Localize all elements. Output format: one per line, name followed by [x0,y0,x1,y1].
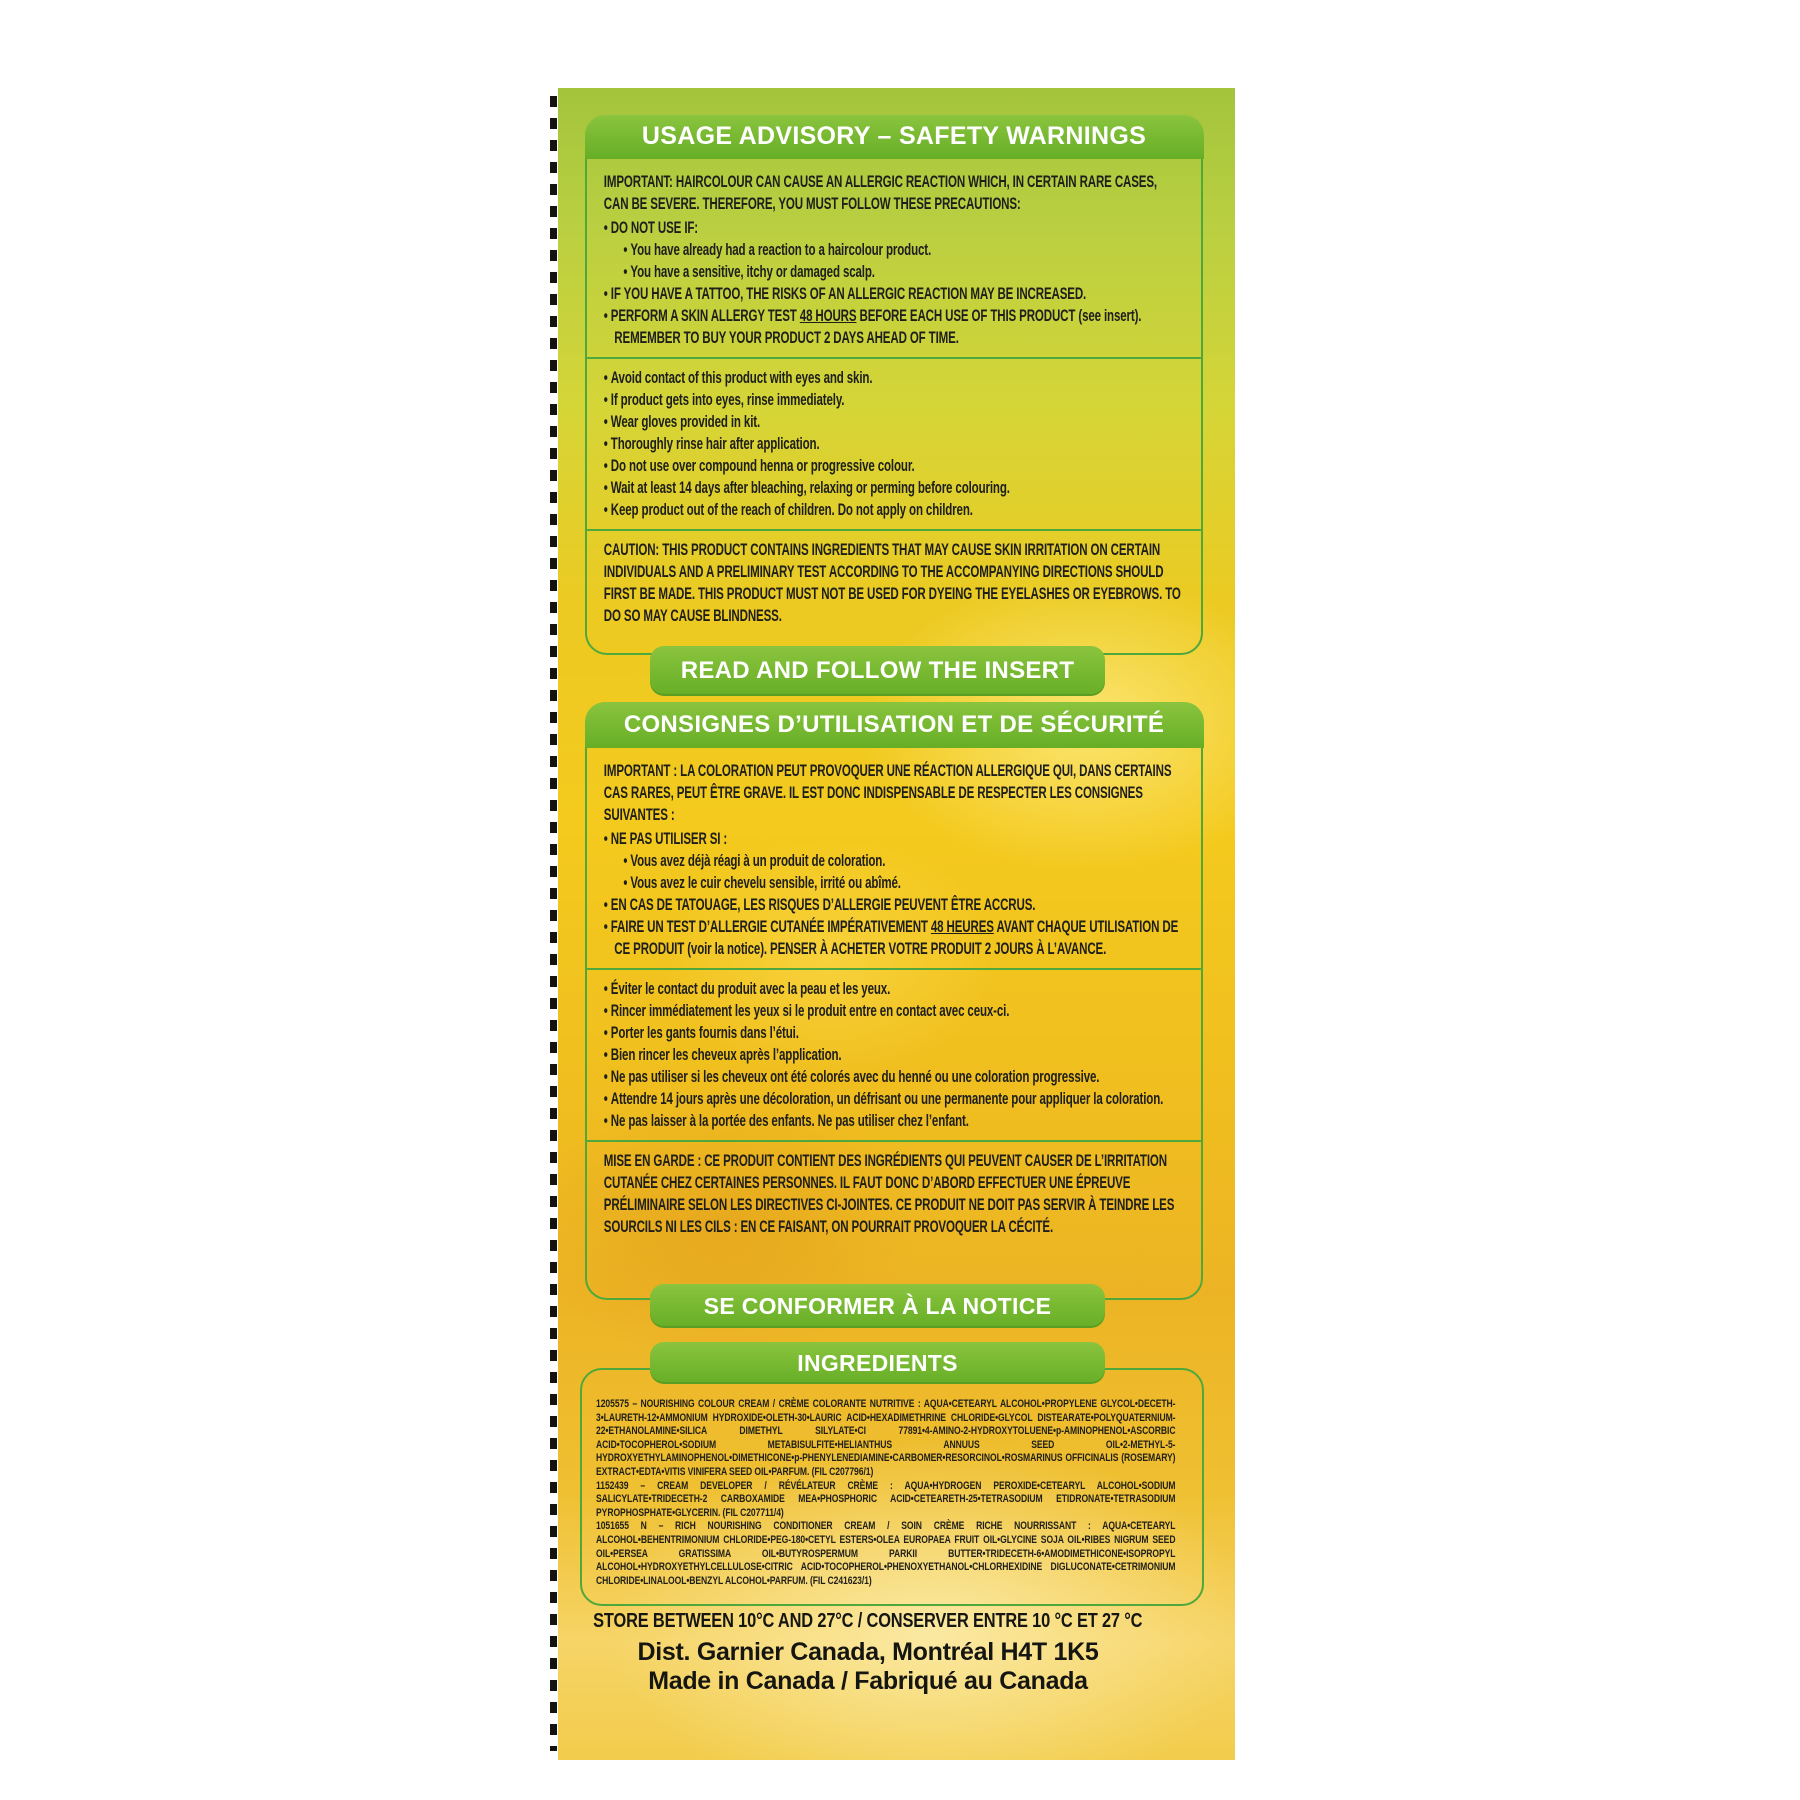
package-back-panel [558,88,1235,1760]
ingredients-text [582,1392,1202,1594]
section-divider [587,1140,1201,1142]
fr-safety-content [587,748,1201,1250]
se-conformer-banner-label: SE CONFORMER À LA NOTICE [703,1292,1052,1319]
bullet-text: Do not use over compound henna or progressive colour. [610,456,915,475]
fr-general-item [604,1110,1184,1132]
en-precaution-item [604,305,1184,349]
bullet-text: You have a sensitive, itchy or damaged scalp. [630,262,875,281]
ingredients-list-text: AQUA•CETEARYL ALCOHOL•PROPYLENE GLYCOL•DECETH-3•LAURETH-12•AMMONIUM HYDROXIDE•OLETH-30•LAURIC ACID•HEXADIMETHRINE CHLORIDE•GLYCOL DISTEARATE•POLYQUATERNIUM-22•ETHANOLAMINE•SILICA DIMETHYL SILYLATE•CI 77891•4-AMINO-2-HYDROXYTOLUENE•p-AMINOPHENOL•ASCORBIC ACID•TOCOPHEROL•SODIUM METABISULFITE•HELIANTHUS ANNUUS SEED OIL•2-METHYL-5-HYDROXYETHYLAMINOPHENOL•DIMETHICONE•p-PHENYLENEDIAMINE•CARBOMER•RESORCINOL•ROSMARINUS OFFICINALIS (ROSEMARY) EXTRACT•EDTA•VITIS VINIFERA SEED OIL•PARFUM. (FIL C207796/1) [596,1398,1176,1478]
bullet-text: Vous avez le cuir chevelu sensible, irrité ou abîmé. [630,873,901,892]
bullet-text: Thoroughly rinse hair after application. [610,434,820,453]
fr-general-list [604,978,1184,1132]
bullet-text: Attendre 14 jours après une décoloration, un défrisant ou une permanente pour appliquer la coloration. [610,1089,1164,1108]
storage-instructions: STORE BETWEEN 10°C AND 27°C / CONSERVER ENTRE 10 °C ET 27 °C [593,1610,1143,1632]
fr-general-item [604,1088,1184,1110]
en-precaution-item [623,239,1184,261]
bullet-text: Bien rincer les cheveux après l’application. [610,1045,842,1064]
fr-precaution-item [623,850,1184,872]
bullet-text: Wear gloves provided in kit. [610,412,761,431]
fr-precaution-list [604,828,1184,960]
en-general-item [604,499,1184,521]
bullet-text: Ne pas laisser à la portée des enfants. Ne pas utiliser chez l’enfant. [610,1111,969,1130]
en-precaution-item [623,261,1184,283]
fr-general-item [604,1022,1184,1044]
die-cut-dash-strip [550,96,557,1751]
footer-block [560,1610,1176,1696]
bullet-text-after: BEFORE EACH USE OF THIS PRODUCT (see insert). REMEMBER TO BUY YOUR PRODUCT 2 DAYS AHEAD OF TIME. [614,306,1142,347]
en-general-item [604,389,1184,411]
fr-important-text: IMPORTANT : LA COLORATION PEUT PROVOQUER UNE RÉACTION ALLERGIQUE QUI, DANS CERTAINS CAS RARES, PEUT ÊTRE GRAVE. IL EST DONC INDISPENSABLE DE RESPECTER LES CONSIGNES SUIVANTES : [603,761,1172,824]
bullet-text: Porter les gants fournis dans l’étui. [610,1023,799,1042]
underlined-text: 48 HOURS [799,306,857,325]
bullet-text-after: AVANT CHAQUE UTILISATION DE CE PRODUIT (voir la notice). PENSER À ACHETER VOTRE PRODUIT 2 JOURS À L’AVANCE. [614,917,1179,958]
read-insert-banner [650,646,1105,696]
usage-advisory-header [585,115,1204,159]
bullet-text: If product gets into eyes, rinse immediately. [610,390,845,409]
section-divider [587,357,1201,359]
bullet-text: Keep product out of the reach of children. Do not apply on children. [610,500,973,519]
bullet-text: IF YOU HAVE A TATTOO, THE RISKS OF AN ALLERGIC REACTION MAY BE INCREASED. [610,284,1087,303]
ingredients-list-text: AQUA•HYDROGEN PEROXIDE•CETEARYL ALCOHOL•SODIUM SALICYLATE•TRIDECETH-2 CARBOXAMIDE MEA•PHOSPHORIC ACID•CETEARETH-25•TETRASODIUM ETIDRONATE•TETRASODIUM PYROPHOSPHATE•GLYCERIN. (FIL C207711/4) [596,1479,1176,1519]
bullet-text: Éviter le contact du produit avec la peau et les yeux. [610,979,891,998]
ingredients-header [650,1342,1105,1384]
ingredients-product-label: 1152439 – CREAM DEVELOPER / RÉVÉLATEUR CRÈME : [596,1479,893,1492]
en-caution-text: CAUTION: THIS PRODUCT CONTAINS INGREDIENTS THAT MAY CAUSE SKIN IRRITATION ON CERTAIN INDIVIDUALS AND A PRELIMINARY TEST ACCORDING TO THE ACCOMPANYING DIRECTIONS SHOULD FIRST BE MADE. THIS PRODUCT MUST NOT BE USED FOR DYEING THE EYELASHES OR EYEBROWS. TO DO SO MAY CAUSE BLINDNESS. [603,540,1181,625]
en-general-list [604,367,1184,521]
en-precaution-item [604,283,1184,305]
en-precaution-item [604,217,1184,239]
bullet-text: EN CAS DE TATOUAGE, LES RISQUES D’ALLERGIE PEUVENT ÊTRE ACCRUS. [610,895,1036,914]
fr-general-item [604,1000,1184,1022]
ingredients-box [580,1368,1204,1606]
bullet-text: NE PAS UTILISER SI : [610,829,728,848]
ingredients-product-label: 1205575 – NOURISHING COLOUR CREAM / CRÈME COLORANTE NUTRITIVE : [596,1398,921,1410]
ingredients-paragraph [596,1520,1175,1588]
section-divider [587,529,1201,531]
consignes-header [585,702,1204,748]
fr-precaution-item [623,872,1184,894]
ingredients-paragraph [596,1480,1175,1521]
fr-precaution-item [604,916,1184,960]
consignes-securite-box [585,702,1203,1300]
en-important-text: IMPORTANT: HAIRCOLOUR CAN CAUSE AN ALLERGIC REACTION WHICH, IN CERTAIN RARE CASES, CAN BE SEVERE. THEREFORE, YOU MUST FOLLOW THESE PRECAUTIONS: [603,172,1157,213]
underlined-text: 48 HEURES [930,917,994,936]
ingredients-list-text: AQUA•CETEARYL ALCOHOL•BEHENTRIMONIUM CHLORIDE•PEG-180•CETYL ESTERS•OLEA EUROPAEA FRUIT OIL•GLYCINE SOJA OIL•RIBES NIGRUM SEED OIL•PERSEA GRATISSIMA OIL•BUTYROSPERMUM PARKII BUTTER•TRIDECETH-6•AMODIMETHICONE•ISOPROPYL ALCOHOL•HYDROXYETHYLCELLULOSE•CITRIC ACID•TOCOPHEROL•PHENOXYETHANOL•CHLORHEXIDINE DIGLUCONATE•CETRIMONIUM CHLORIDE•LINALOOL•BENZYL ALCOHOL•PARFUM. (FIL C241623/1) [596,1520,1176,1587]
ingredients-product-label: 1051655 N – RICH NOURISHING CONDITIONER CREAM / SOIN CRÈME RICHE NOURRISSANT : [596,1520,1091,1533]
bullet-text: Wait at least 14 days after bleaching, relaxing or perming before colouring. [610,478,1010,497]
usage-advisory-box [585,115,1203,655]
en-general-item [604,367,1184,389]
se-conformer-banner [650,1284,1105,1328]
bullet-text: Vous avez déjà réagi à un produit de coloration. [630,851,886,870]
fr-precaution-item [604,828,1184,850]
bullet-text: You have already had a reaction to a haircolour product. [630,240,932,259]
en-general-item [604,433,1184,455]
fr-general-item [604,978,1184,1000]
bullet-text: FAIRE UN TEST D’ALLERGIE CUTANÉE IMPÉRATIVEMENT [610,917,931,936]
fr-precaution-item [604,894,1184,916]
consignes-header-label: CONSIGNES D’UTILISATION ET DE SÉCURITÉ [623,710,1165,738]
distributor-line: Dist. Garnier Canada, Montréal H4T 1K5 [637,1638,1099,1666]
read-insert-banner-label: READ AND FOLLOW THE INSERT [680,657,1075,684]
bullet-text: PERFORM A SKIN ALLERGY TEST [610,306,800,325]
bullet-text: Rincer immédiatement les yeux si le produit entre en contact avec ceux-ci. [610,1001,1010,1020]
bullet-text: Ne pas utiliser si les cheveux ont été colorés avec du henné ou une coloration progressive. [610,1067,1100,1086]
fr-general-item [604,1044,1184,1066]
origin-line: Made in Canada / Fabriqué au Canada [648,1667,1088,1695]
ingredients-paragraph [596,1398,1175,1480]
section-divider [587,968,1201,970]
fr-mise-en-garde-text: MISE EN GARDE : CE PRODUIT CONTIENT DES INGRÉDIENTS QUI PEUVENT CAUSER DE L’IRRITATION CUTANÉE CHEZ CERTAINES PERSONNES. IL FAUT DONC D’ABORD EFFECTUER UNE ÉPREUVE PRÉLIMINAIRE SELON LES DIRECTIVES CI-JOINTES. CE PRODUIT NE DOIT PAS SERVIR À TEINDRE LES SOURCILS NI LES CILS : EN CE FAISANT, ON POURRAIT PROVOQUER LA CÉCITÉ. [603,1151,1175,1236]
en-general-item [604,455,1184,477]
en-precaution-list [604,217,1184,349]
en-safety-content [587,159,1201,639]
bullet-text: DO NOT USE IF: [610,218,699,237]
en-general-item [604,477,1184,499]
usage-advisory-header-label: USAGE ADVISORY – SAFETY WARNINGS [641,122,1147,150]
ingredients-header-label: INGREDIENTS [797,1349,958,1376]
bullet-text: Avoid contact of this product with eyes and skin. [610,368,873,387]
en-general-item [604,411,1184,433]
fr-general-item [604,1066,1184,1088]
